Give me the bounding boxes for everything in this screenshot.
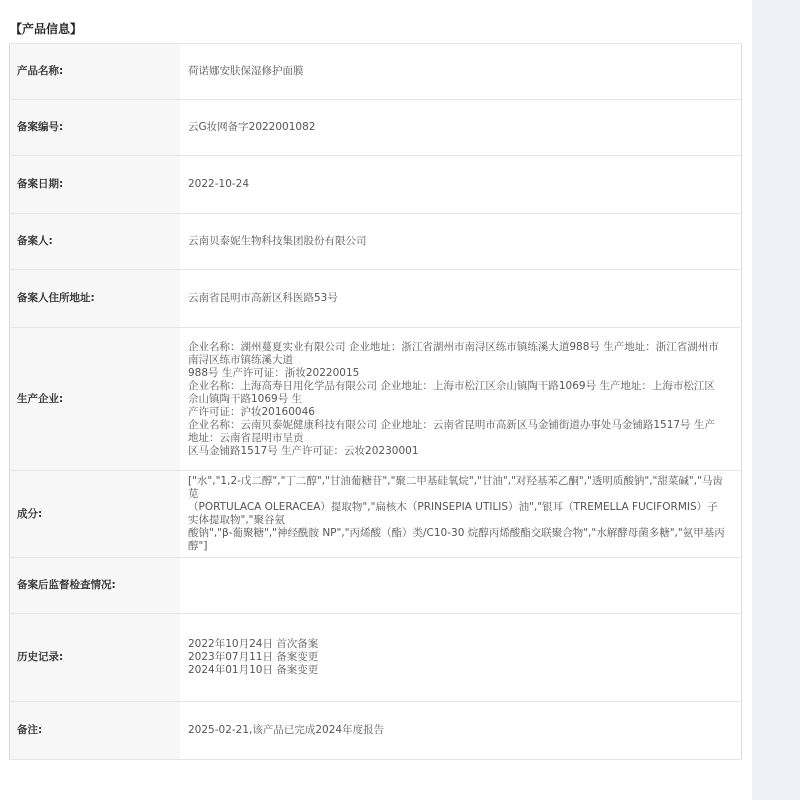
field-value (180, 44, 742, 100)
page-side-margin (752, 0, 800, 800)
value-line: 企业名称：云南贝泰妮健康科技有限公司 企业地址：云南省昆明市高新区马金铺街道办事处马金铺路1517号 生产地址：云南省昆明市呈贡 (188, 418, 715, 444)
field-value (180, 558, 742, 614)
value-line: ["水","1,2-戊二醇","丁二醇","甘油葡糖苷","聚二甲基硅氧烷","甘油","对羟基苯乙酮","透明质酸钠","甜菜碱","马齿苋 (188, 475, 723, 500)
field-value (180, 471, 742, 558)
field-value (180, 328, 742, 471)
field-label: 成分: (10, 471, 181, 558)
value-line: 2023年07月11日 备案变更 (188, 651, 319, 663)
value-line: 988号 生产许可证：浙妆20220015 (188, 366, 360, 379)
field-label: 备案人住所地址: (10, 270, 181, 328)
table-row (10, 614, 742, 702)
table-row (10, 270, 742, 328)
field-value (180, 270, 742, 328)
field-value (180, 614, 742, 702)
table-row (10, 558, 742, 614)
table-row (10, 328, 742, 471)
value-line: 云南省昆明市高新区科医路53号 (188, 292, 338, 304)
value-line: 荷诺娜安肤保湿修护面膜 (188, 65, 304, 77)
value-line: （PORTULACA OLERACEA）提取物","扁核木（PRINSEPIA UTILIS）油","银耳（TREMELLA FUCIFORMIS）子实体提取物","聚谷氨 (188, 501, 718, 526)
value-line: 2025-02-21,该产品已完成2024年度报告 (188, 724, 385, 736)
field-value (180, 214, 742, 270)
value-line: 2022年10月24日 首次备案 (188, 638, 319, 650)
field-label: 产品名称: (10, 44, 181, 100)
section-title: 【产品信息】 (10, 22, 83, 36)
field-label: 生产企业: (10, 328, 181, 471)
value-line: 2022-10-24 (188, 178, 250, 190)
table-row (10, 156, 742, 214)
field-label: 备案人: (10, 214, 181, 270)
value-line: 企业名称：湖州蔓夏实业有限公司 企业地址：浙江省湖州市南浔区练市镇练溪大道988号 生产地址：浙江省湖州市南浔区练市镇练溪大道 (188, 340, 719, 366)
field-label: 备案后监督检查情况: (10, 558, 181, 614)
field-value (180, 100, 742, 156)
field-label: 备注: (10, 702, 181, 760)
product-info-table (9, 43, 742, 760)
field-label: 历史记录: (10, 614, 181, 702)
table-row (10, 214, 742, 270)
table-row (10, 100, 742, 156)
field-label: 备案编号: (10, 100, 181, 156)
value-line: 2024年01月10日 备案变更 (188, 664, 319, 676)
field-label: 备案日期: (10, 156, 181, 214)
field-value (180, 156, 742, 214)
table-row (10, 471, 742, 558)
value-line: 云南贝泰妮生物科技集团股份有限公司 (188, 235, 367, 247)
value-line: 企业名称：上海高寿日用化学品有限公司 企业地址：上海市松江区佘山镇陶干路1069号 生产地址：上海市松江区佘山镇陶干路1069号 生 (188, 379, 715, 405)
value-line: 产许可证：沪妆20160046 (188, 405, 315, 418)
value-line: 区马金铺路1517号 生产许可证：云妆20230001 (188, 444, 419, 457)
table-row (10, 44, 742, 100)
table-row (10, 702, 742, 760)
value-line: 云G妆网备字2022001082 (188, 121, 316, 133)
field-value (180, 702, 742, 760)
value-line: 酸钠","β-葡聚糖","神经酰胺 NP","丙烯酸（酯）类/C10-30 烷醇丙烯酸酯交联聚合物","水解酵母菌多糖","氨甲基丙醇"] (188, 527, 725, 552)
